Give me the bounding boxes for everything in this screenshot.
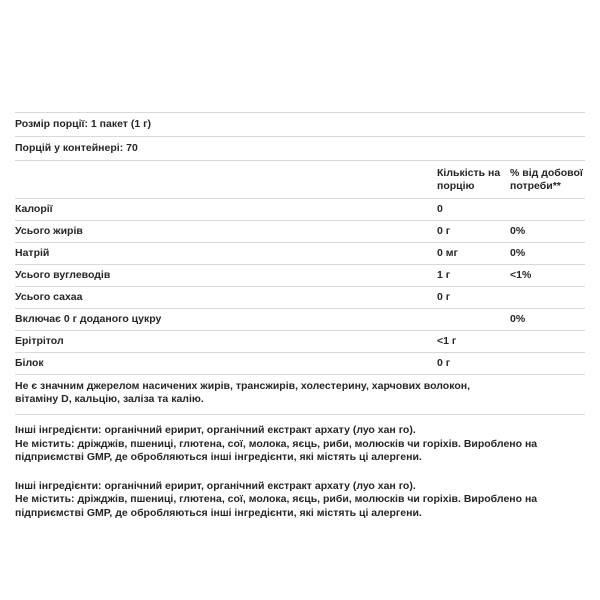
supplement-facts-panel [15, 112, 585, 520]
nutrient-name: Усього вуглеводів [15, 269, 111, 281]
nutrition-row-total-fat [15, 220, 585, 242]
nutrient-name: Усього сахаа [15, 291, 83, 303]
nutrient-dv: <1% [510, 269, 532, 281]
nutrient-dv: 0% [510, 313, 526, 325]
nutrition-row-calories [15, 198, 585, 220]
other-ingredients-paragraph-1 [15, 424, 585, 465]
nutrient-amount: 0 г [437, 225, 451, 237]
nutrient-amount: 0 мг [437, 247, 458, 259]
nutrient-name: Білок [15, 357, 44, 369]
nutrient-name: Натрій [15, 247, 50, 259]
nutrient-name: Включає 0 г доданого цукру [15, 313, 162, 325]
other-ingredients-line: Інші інгредієнти: органічний еририт, органічний екстракт архату (луо хан го). [15, 424, 416, 436]
nutrition-row-total-carbs [15, 264, 585, 286]
nutrient-amount: 0 г [437, 291, 451, 303]
dv-column-header: % від добової потреби** [510, 167, 583, 192]
other-ingredients-line: Інші інгредієнти: органічний еририт, органічний екстракт архату (луо хан го). [15, 479, 416, 492]
nutrient-dv: 0% [510, 225, 526, 237]
amount-column-header: Кількість на порцію [437, 167, 501, 192]
nutrient-amount: 0 [437, 203, 443, 215]
nutrition-row-sodium [15, 242, 585, 264]
nutrient-name: Калорії [15, 203, 53, 215]
serving-size-row [15, 112, 585, 136]
nutrient-amount: 1 г [437, 269, 451, 281]
nutrient-name: Усього жирів [15, 225, 83, 237]
nutrient-amount: <1 г [437, 335, 457, 347]
servings-per-container-row [15, 136, 585, 160]
nutrient-amount: 0 г [437, 357, 451, 369]
nutrient-dv: 0% [510, 247, 526, 259]
column-headers-row [15, 160, 585, 198]
other-ingredients-paragraph-2 [15, 480, 585, 521]
servings-per-container-text: Порцій у контейнері: 70 [15, 142, 138, 154]
nutrition-row-protein [15, 352, 585, 374]
not-significant-source-text: Не є значним джерелом насичених жирів, трансжирів, холестерину, харчових волокон, вітаміну D, кальцію, заліза та калію. [15, 380, 471, 405]
allergen-statement-line: Не містить: дріжджів, пшениці, глютена, сої, молока, яєць, риби, молюсків чи горіхів. Вироблено на підприємстві GMP, де обробляються інші інгредієнти, які містять ці алергени. [15, 437, 538, 463]
nutrient-name: Ерітрітол [15, 335, 64, 347]
allergen-statement-line: Не містить: дріжджів, пшениці, глютена, сої, молока, яєць, риби, молюсків чи горіхів. Вироблено на підприємстві GMP, де обробляються інші інгредієнти, які містять ці алергени. [15, 493, 538, 519]
serving-size-text: Розмір порції: 1 пакет (1 г) [15, 118, 151, 130]
nutrition-row-erythritol [15, 330, 585, 352]
nutrition-row-added-sugars [15, 308, 585, 330]
not-significant-source-note [15, 374, 585, 415]
nutrition-row-total-sugars [15, 286, 585, 308]
